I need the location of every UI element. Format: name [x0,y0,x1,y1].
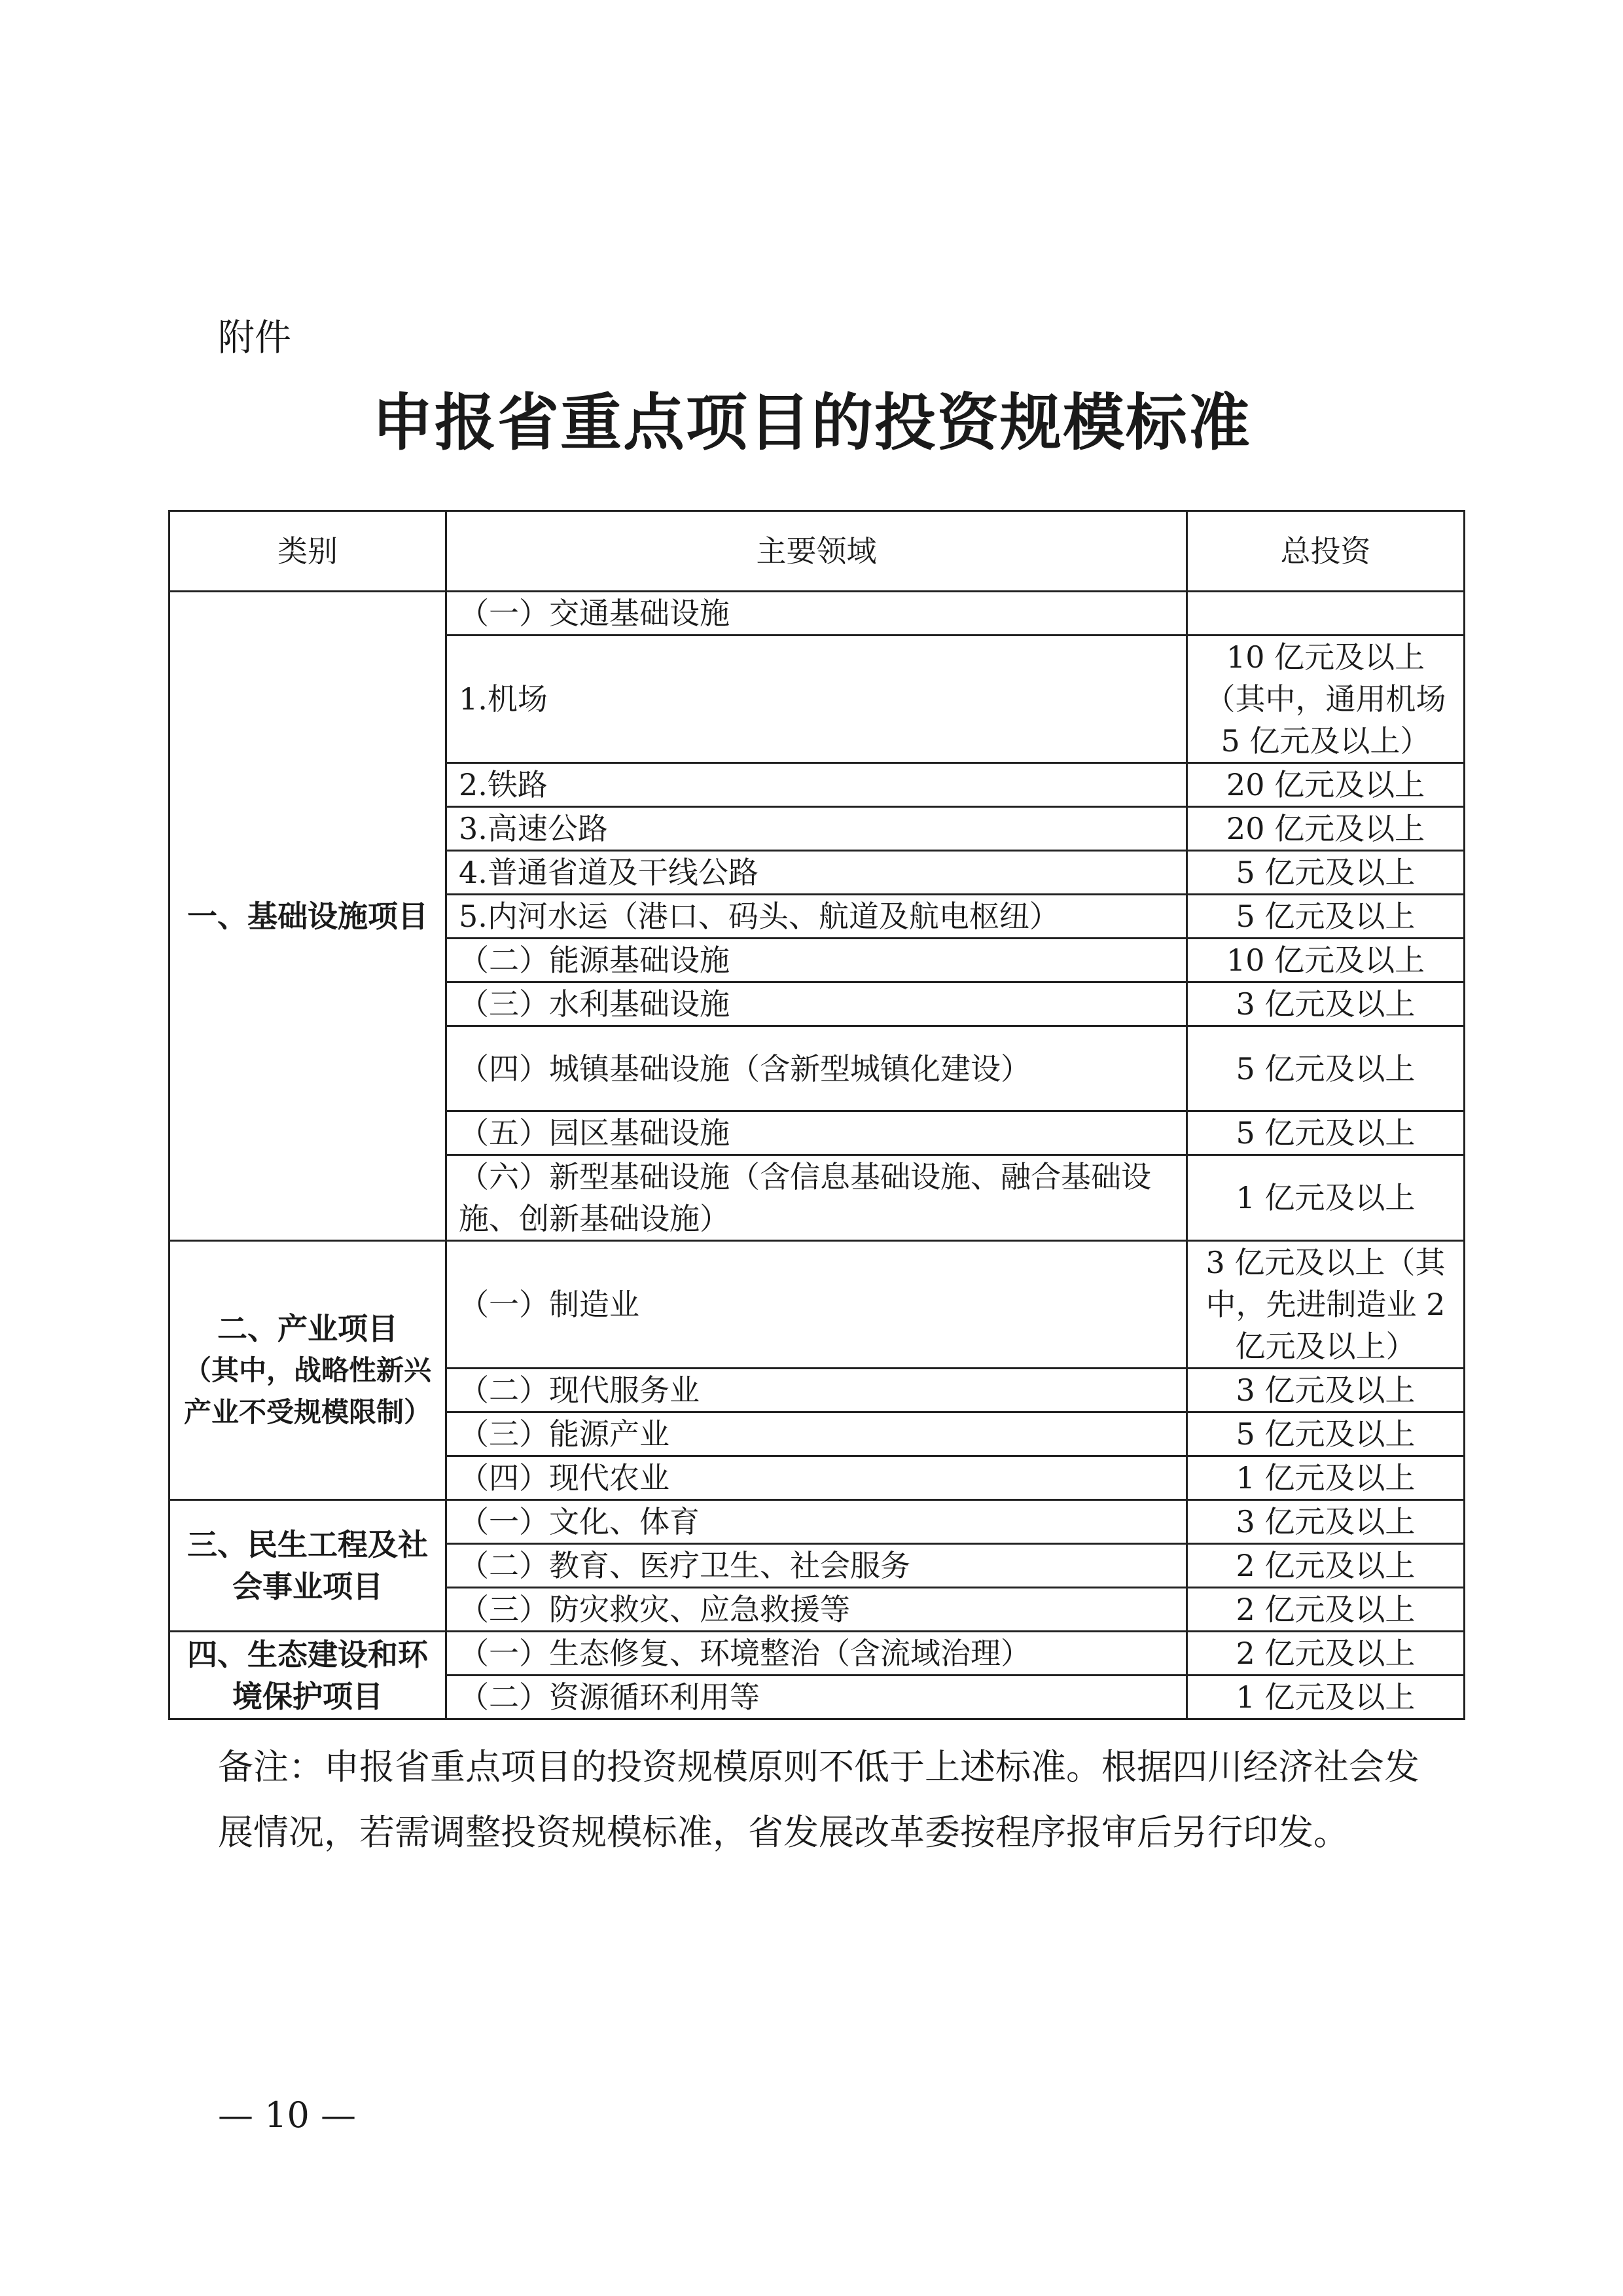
area-cell: （三）能源产业 [446,1412,1187,1456]
page-number: — 10 — [218,2094,357,2136]
category-industry-note: （其中，战略性新兴产业不受规模限制） [183,1354,431,1428]
amount-cell: 3 亿元及以上（其中，先进制造业 2 亿元及以上） [1187,1241,1465,1369]
area-cell: （四）现代农业 [446,1456,1187,1500]
header-area: 主要领域 [446,511,1187,592]
amount-cell: 2 亿元及以上 [1187,1632,1465,1676]
category-infrastructure: 一、基础设施项目 [169,592,446,1241]
amount-cell: 5 亿元及以上 [1187,851,1465,895]
area-cell: 4.普通省道及干线公路 [446,851,1187,895]
area-cell: （二）能源基础设施 [446,939,1187,982]
table-row [169,1500,1465,1544]
area-cell: 2.铁路 [446,763,1187,807]
category-industry-title: 二、产业项目 [217,1310,398,1346]
area-cell: （二）现代服务业 [446,1369,1187,1412]
amount-cell: 1 亿元及以上 [1187,1456,1465,1500]
header-category: 类别 [169,511,446,592]
area-cell: （二）教育、医疗卫生、社会服务 [446,1544,1187,1588]
amount-cell: 10 亿元及以上（其中，通用机场 5 亿元及以上） [1187,636,1465,763]
area-cell: （一）生态修复、环境整治（含流域治理） [446,1632,1187,1676]
amount-cell: 5 亿元及以上 [1187,1111,1465,1155]
amount-cell: 2 亿元及以上 [1187,1588,1465,1632]
amount-cell: 1 亿元及以上 [1187,1155,1465,1241]
page-title: 申报省重点项目的投资规模标准 [371,387,1251,459]
category-ecology: 四、生态建设和环境保护项目 [169,1632,446,1719]
area-cell: （三）防灾救灾、应急救援等 [446,1588,1187,1632]
area-cell: （一）文化、体育 [446,1500,1187,1544]
table-header-row [169,511,1465,592]
investment-standards-table [168,510,1465,1720]
table-row [169,1632,1465,1676]
amount-cell: 10 亿元及以上 [1187,939,1465,982]
amount-cell: 20 亿元及以上 [1187,763,1465,807]
amount-cell: 5 亿元及以上 [1187,895,1465,939]
area-cell: 5.内河水运（港口、码头、航道及航电枢纽） [446,895,1187,939]
amount-cell: 3 亿元及以上 [1187,1369,1465,1412]
amount-cell [1187,592,1465,636]
remark-paragraph: 备注：申报省重点项目的投资规模原则不低于上述标准。根据四川经济社会发展情况，若需调整投资规模标准，省发展改革委按程序报审后另行印发。 [218,1746,1419,1853]
area-cell: （四）城镇基础设施（含新型城镇化建设） [446,1026,1187,1111]
amount-cell: 20 亿元及以上 [1187,807,1465,851]
area-cell: （一）制造业 [446,1241,1187,1369]
category-livelihood: 三、民生工程及社会事业项目 [169,1500,446,1632]
area-cell: 3.高速公路 [446,807,1187,851]
area-cell: （六）新型基础设施（含信息基础设施、融合基础设施、创新基础设施） [446,1155,1187,1241]
area-cell: （二）资源循环利用等 [446,1676,1187,1719]
area-cell: （五）园区基础设施 [446,1111,1187,1155]
table-row [169,1241,1465,1369]
area-cell: 1.机场 [446,636,1187,763]
amount-cell: 5 亿元及以上 [1187,1026,1465,1111]
area-cell: （三）水利基础设施 [446,982,1187,1026]
amount-cell: 3 亿元及以上 [1187,1500,1465,1544]
amount-cell: 2 亿元及以上 [1187,1544,1465,1588]
amount-cell: 1 亿元及以上 [1187,1676,1465,1719]
attachment-label: 附件 [218,317,291,359]
header-investment: 总投资 [1187,511,1465,592]
amount-cell: 5 亿元及以上 [1187,1412,1465,1456]
table-row [169,592,1465,636]
amount-cell: 3 亿元及以上 [1187,982,1465,1026]
category-industry [169,1241,446,1500]
area-cell: （一）交通基础设施 [446,592,1187,636]
